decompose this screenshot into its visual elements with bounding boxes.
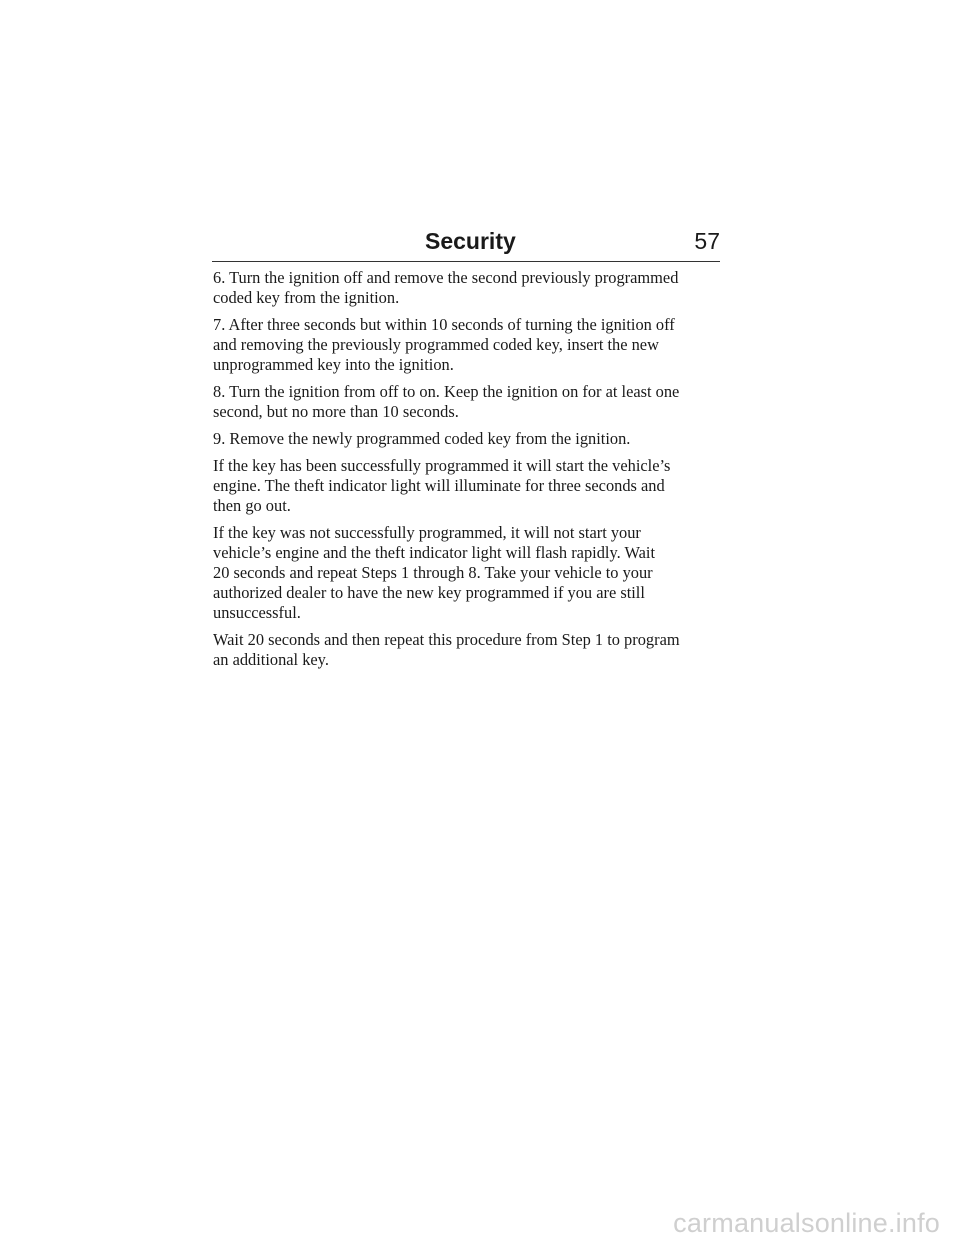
- section-title: Security: [425, 228, 516, 254]
- paragraph-success: If the key has been successfully programmed it will start the vehicle’s engine. The theft indicator light will illuminate for three seconds and then go out.: [213, 456, 671, 515]
- paragraph-step-9: 9. Remove the newly programmed coded key from the ignition.: [213, 429, 631, 448]
- paragraph-step-6: 6. Turn the ignition off and remove the second previously programmed coded key from the ignition.: [213, 268, 679, 307]
- watermark: carmanualsonline.info: [673, 1208, 940, 1238]
- body-text: [213, 268, 723, 677]
- paragraph-step-8: 8. Turn the ignition from off to on. Keep the ignition on for at least one second, but no more than 10 seconds.: [213, 382, 680, 421]
- page-number: 57: [694, 228, 720, 254]
- paragraph-additional-key: Wait 20 seconds and then repeat this procedure from Step 1 to program an additional key.: [213, 630, 680, 669]
- paragraph-failure: If the key was not successfully programmed, it will not start your vehicle’s engine and the theft indicator light will flash rapidly. Wait 20 seconds and repeat Steps 1 through 8. Take your vehicle to your authorized dealer to have the new key programmed if you are still unsuccessful.: [213, 523, 656, 622]
- header-divider: [212, 261, 720, 262]
- page-header: [212, 226, 720, 260]
- paragraph-step-7: 7. After three seconds but within 10 seconds of turning the ignition off and removing the previously programmed coded key, insert the new unprogrammed key into the ignition.: [213, 315, 675, 374]
